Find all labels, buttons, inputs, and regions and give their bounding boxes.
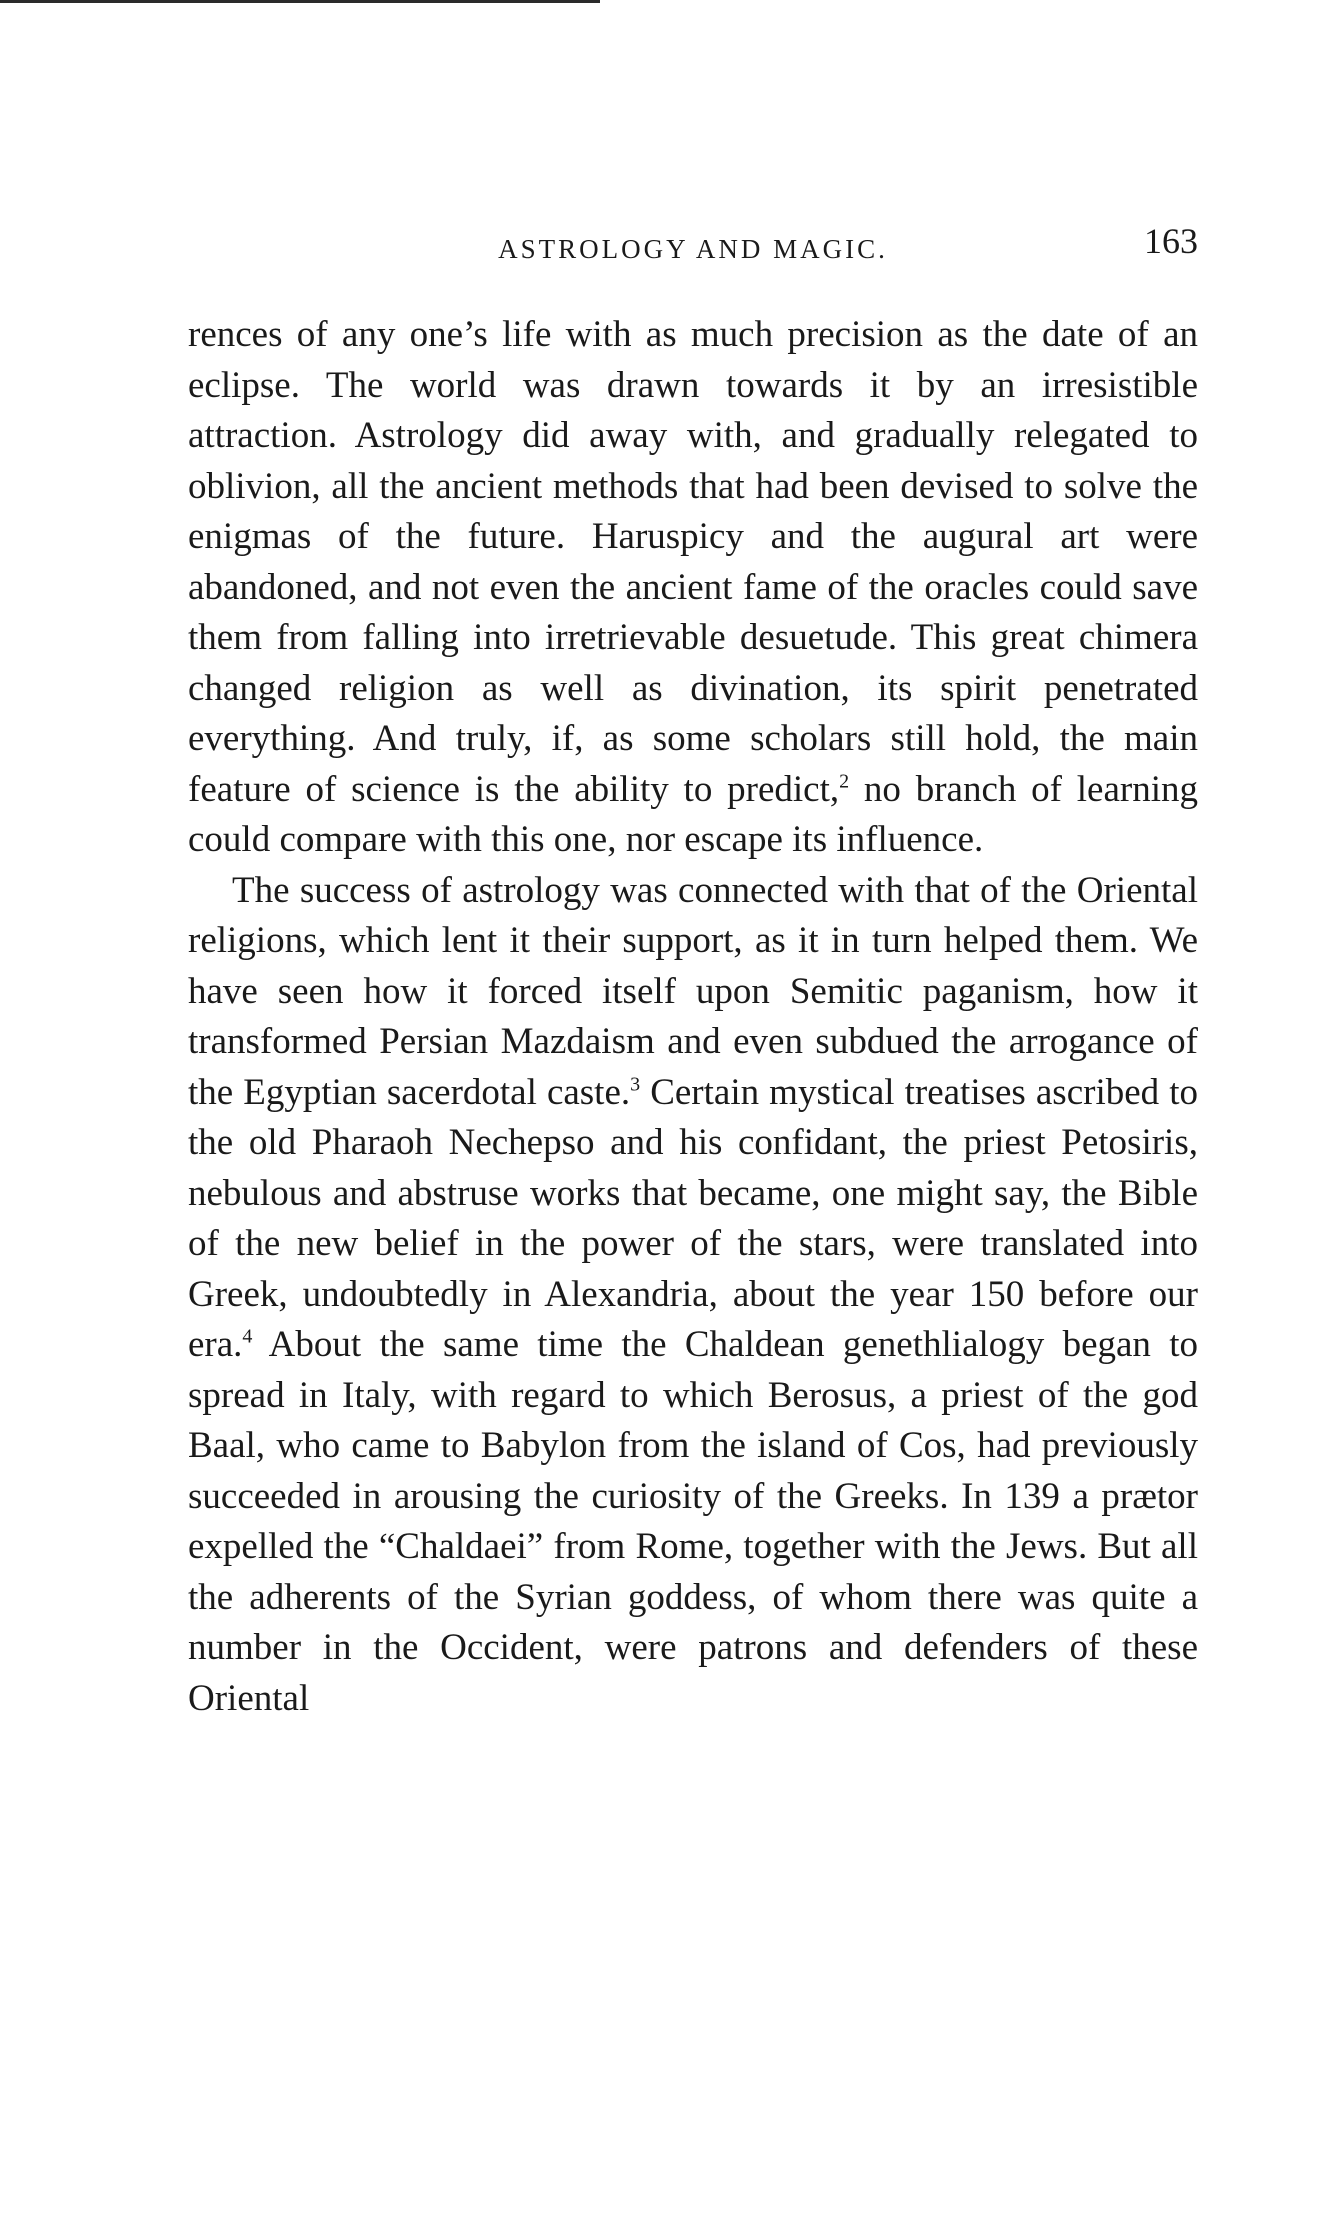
body-text [188, 310, 1198, 1724]
page [188, 210, 1198, 1724]
paragraph-text: About the same time the Chaldean genethlialogy began to spread in Italy, with regard to which Berosus, a priest of the god Baal, who came to Babylon from the island of Cos, had previously succeeded in arousing the curiosity of the Greeks. In 139 a prætor expelled the “Chaldaei” from Rome, together with the Jews. But all the adherents of the Syrian goddess, of whom there was quite a number in the Occident, were patrons and defenders of these Oriental [188, 1324, 1198, 1719]
paragraph-text: The success of astrology was connected with that of the Oriental religions, which lent it their support, as it in turn helped them. We have seen how it forced itself upon Semitic paganism, how it transformed Persian Mazdaism and even subdued the arrogance of the Egyptian sacerdotal caste. [188, 869, 1198, 1113]
footnote-marker: 4 [242, 1325, 253, 1348]
paragraph-p2 [188, 866, 1198, 1725]
paragraph-text: no branch of learning could compare with this one, nor escape its influence. [188, 768, 1198, 860]
running-head [188, 210, 1198, 270]
footnote-marker: 3 [630, 1073, 641, 1096]
page-number: 163 [1144, 221, 1198, 261]
paragraph-p1 [188, 310, 1198, 866]
paragraph-text: Certain mystical treatises ascribed to the old Pharaoh Nechepso and his confidant, the priest Petosiris, nebulous and abstruse works that became, one might say, the Bible of the new belief in the power of the stars, were translated into Greek, undoubtedly in Alexandria, about the year 150 before our era. [188, 1071, 1198, 1365]
running-title: ASTROLOGY AND MAGIC. [498, 234, 888, 264]
footnote-marker: 2 [839, 770, 850, 793]
top-rule [0, 0, 600, 3]
paragraph-text: rences of any one’s life with as much precision as the date of an eclipse. The world was drawn towards it by an irresistible attraction. Astrology did away with, and gradually relegated to oblivion, all the ancient methods that had been devised to solve the enigmas of the future. Haruspicy and the augural art were abandoned, and not even the ancient fame of the oracles could save them from falling into irretrievable desuetude. This great chimera changed religion as well as divination, its spirit penetrated everything. And truly, if, as some scholars still hold, the main feature of science is the ability to predict, [188, 314, 1198, 810]
